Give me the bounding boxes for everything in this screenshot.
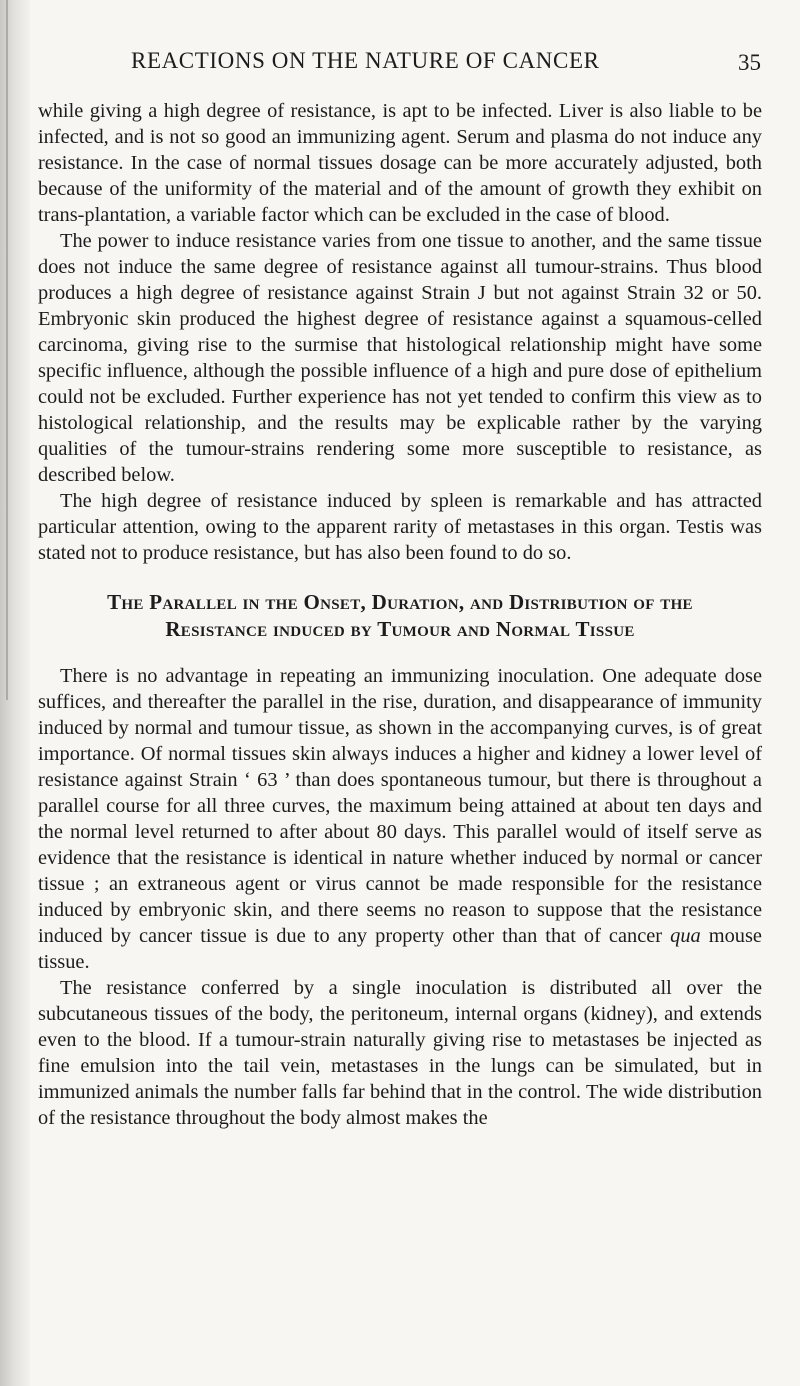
section-heading-line-1: The Parallel in the Onset, Duration, and Distribution of the [107,590,693,614]
running-head-title: REACTIONS ON THE NATURE OF CANCER [131,48,600,73]
paragraph-parallel-text: There is no advantage in repeating an immunizing inoculation. One adequate dose suffices, and thereafter the parallel in the rise, duration, and disappearance of immunity induced by normal and tumour tissue, as shown in the accompanying curves, is of great importance. Of normal tissues skin always induces a higher and kidney a lower level of resistance against Strain ‘ 63 ’ than does spontaneous tumour, but there is throughout a parallel course for all three curves, the maximum being attained at about ten days and the normal level returned to after about 80 days. This parallel would of itself serve as evidence that the resistance is identical in nature whether induced by normal or cancer tissue ; an extraneous agent or virus cannot be made responsible for the resistance induced by embryonic skin, and there seems no reason to suppose that the resistance induced by cancer tissue is due to any property other than that of cancer [38,665,762,947]
paragraph-continued: while giving a high degree of resistance, is apt to be infected. Liver is also liable to be infected, and is not so good an immunizing agent. Serum and plasma do not induce any resistance. In the case of normal tissues dosage can be more accurately adjusted, both because of the uniformity of the material and of the amount of growth they exhibit on trans-plantation, a variable factor which can be excluded in the case of blood. [38,100,762,226]
italic-qua: qua [670,925,701,947]
paragraph-tissue-resistance: The power to induce resistance varies from one tissue to another, and the same tissue does not induce the same degree of resistance against all tumour-strains. Thus blood produces a high degree of resistance against Strain J but not against Strain 32 or 50. Embryonic skin produced the highest degree of resistance against a squamous-celled carcinoma, giving rise to the surmise that histological relationship might have some specific influence, although the possible influence of a high and pure dose of epithelium could not be excluded. Further experience has not yet tended to confirm this view as to histological relationship, and the results may be explicable rather by the varying qualities of the tumour-strains rendering some more susceptible to resistance, as described below. [38,230,762,486]
section-heading [38,589,762,643]
section-heading-line-2: Resistance induced by Tumour and Normal Tissue [165,617,635,641]
paragraph-spleen: The high degree of resistance induced by spleen is remarkable and has attracted particular attention, owing to the apparent rarity of metastases in this organ. Testis was stated not to produce resistance, but has also been found to do so. [38,490,762,564]
page-number: 35 [738,50,761,75]
body-text [38,98,762,1131]
running-head [0,48,800,84]
binding-edge [6,0,8,700]
paragraph-parallel-tail: mouse tissue. [38,925,762,973]
paragraph-parallel [38,663,762,975]
paragraph-distribution: The resistance conferred by a single inoculation is distributed all over the subcutaneous tissues of the body, the peritoneum, internal organs (kidney), and extends even to the blood. If a tumour-strain naturally giving rise to metastases be injected as fine emulsion into the tail vein, metastases in the lungs can be simulated, but in immunized animals the number falls far behind that in the control. The wide distribution of the resistance throughout the body almost makes the [38,977,762,1129]
page-gutter-shadow [0,0,30,1386]
